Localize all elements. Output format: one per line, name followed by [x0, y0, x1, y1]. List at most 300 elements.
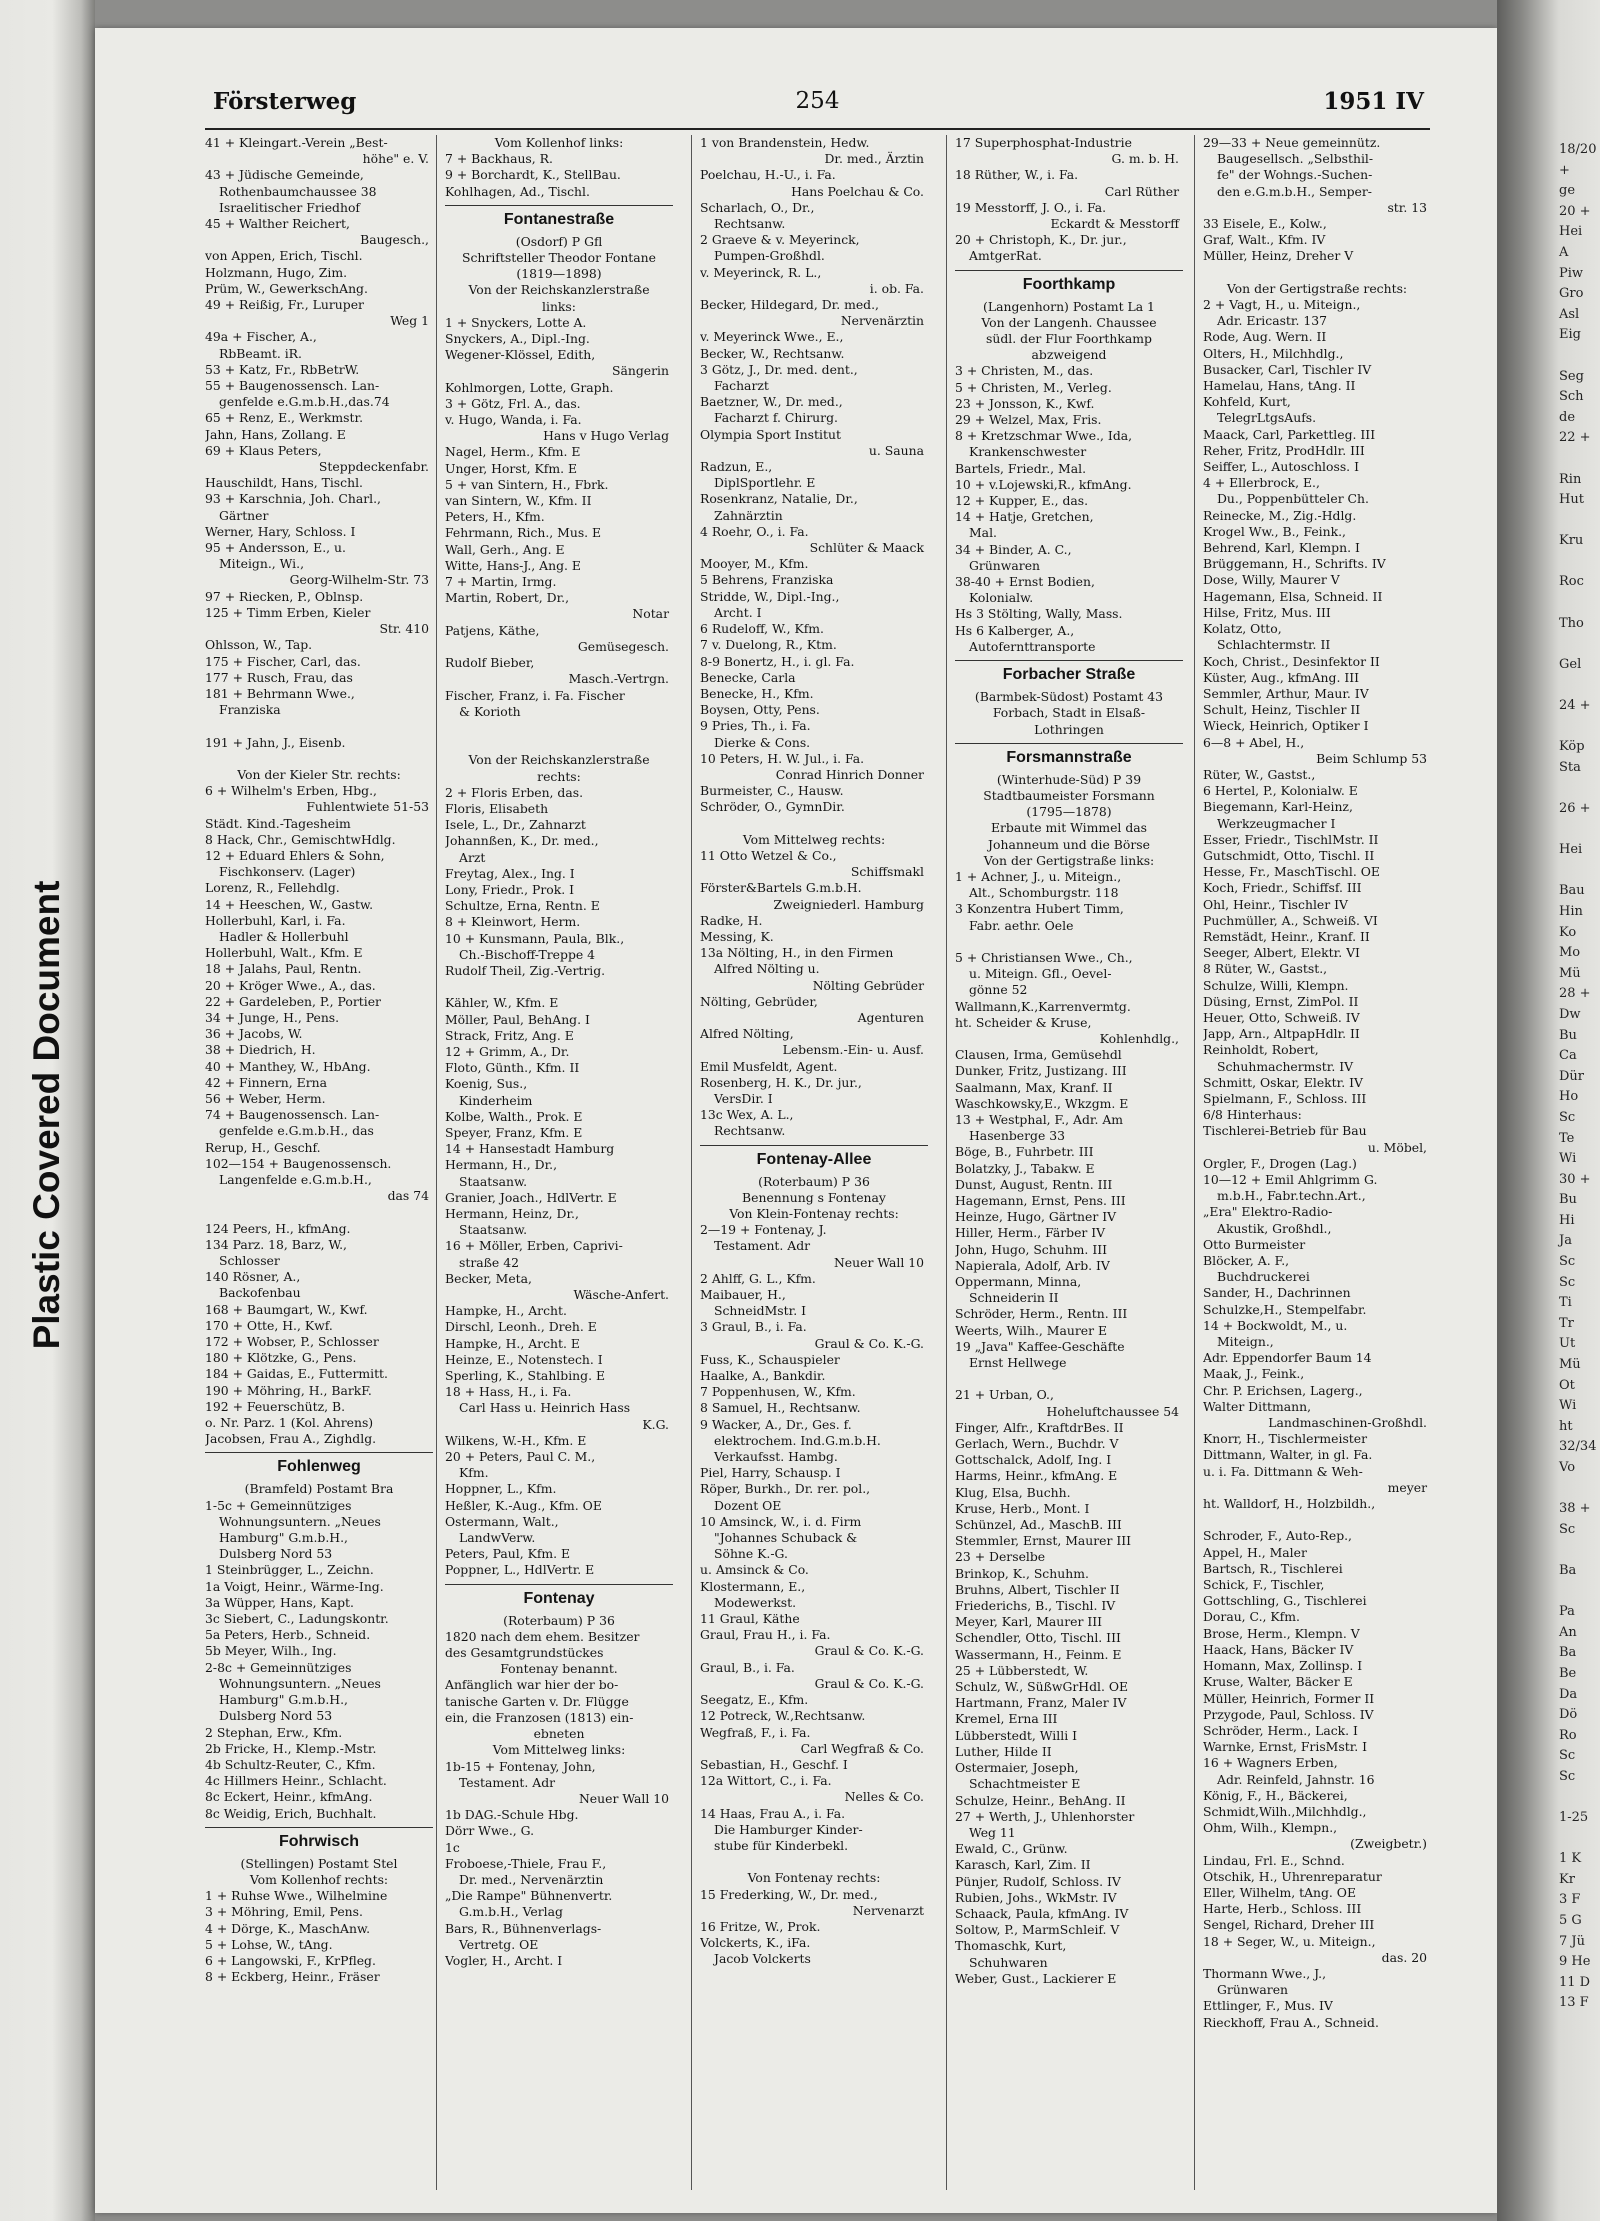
adjacent-page-fragment: Wi — [1559, 1398, 1577, 1414]
directory-line: Nölting Gebrüder — [812, 977, 924, 993]
directory-line: 175 + Fischer, Carl, das. — [205, 653, 361, 669]
directory-line: Behrend, Karl, Klempn. I — [1203, 540, 1360, 556]
directory-line: Homann, Max, Zollinsp. I — [1203, 1658, 1363, 1674]
directory-line: Rechtsanw. — [714, 216, 786, 232]
directory-line: Baugesch., — [360, 232, 429, 248]
directory-line: Schroder, F., Auto-Rep., — [1203, 1528, 1352, 1544]
adjacent-page-fragment: Sc — [1559, 1274, 1576, 1290]
directory-line: Olters, H., Milchhdlg., — [1203, 345, 1344, 361]
directory-line: 19 Messtorff, J. O., i. Fa. — [955, 199, 1107, 215]
binding-margin — [0, 0, 95, 2221]
directory-line: Hs 6 Kalberger, A., — [955, 622, 1075, 638]
directory-line: Schlosser — [219, 1253, 280, 1269]
directory-line: Otschik, H., Uhrenreparatur — [1203, 1868, 1382, 1884]
directory-line: Reinholdt, Robert, — [1203, 1042, 1319, 1058]
directory-line: Schick, F., Tischler, — [1203, 1577, 1325, 1593]
directory-line: Hesse, Fr., MaschTischl. OE — [1203, 864, 1380, 880]
directory-line: Düsing, Ernst, ZimPol. II — [1203, 993, 1359, 1009]
directory-line: 10 + v.Lojewski,R., kfmAng. — [955, 476, 1132, 492]
directory-line: Nagel, Herm., Kfm. E — [445, 444, 581, 460]
directory-line: Koenig, Sus., — [445, 1076, 528, 1092]
directory-line: Gerlach, Wern., Buchdr. V — [955, 1436, 1119, 1452]
directory-line: Dr. med., Ärztin — [824, 151, 924, 167]
directory-line: Krogel Ww., B., Feink., — [1203, 523, 1346, 539]
directory-line: TelegrLtgsAufs. — [1217, 410, 1317, 426]
adjacent-page-fragment: Vo — [1559, 1460, 1576, 1475]
directory-line: Autofernttransporte — [969, 638, 1096, 654]
street-heading: Forsmannstraße — [955, 743, 1183, 772]
adjacent-page-fragment: 11 D — [1559, 1974, 1591, 1990]
directory-line: 177 + Rusch, Frau, das — [205, 669, 353, 685]
directory-line: „Era" Elektro-Radio- — [1203, 1204, 1333, 1220]
directory-line: 33 Eisele, E., Kolw., — [1203, 216, 1327, 232]
directory-line: Ohlsson, W., Tap. — [205, 637, 313, 653]
directory-line: Luther, Hilde II — [955, 1743, 1052, 1759]
directory-line: Von der Reichskanzlerstraße — [468, 752, 650, 768]
directory-line: 1b DAG.-Schule Hbg. — [445, 1807, 579, 1823]
directory-line: Archt. I — [714, 604, 762, 620]
directory-line: Johannßen, K., Dr. med., — [445, 833, 599, 849]
directory-line: Schultze, Erna, Rentn. E — [445, 898, 600, 914]
adjacent-page-fragment: 20 + — [1559, 203, 1591, 219]
directory-line: Speyer, Franz, Kfm. E — [445, 1124, 583, 1140]
adjacent-page-fragment: Bu — [1559, 1192, 1577, 1208]
directory-line: Bolatzky, J., Tabakw. E — [955, 1160, 1095, 1176]
directory-line: Graul & Co. K.-G. — [814, 1675, 924, 1691]
directory-line: 124 Peers, H., kfmAng. — [205, 1220, 351, 1236]
directory-line: Benecke, Carla — [700, 669, 796, 685]
directory-line: & Korioth — [459, 703, 521, 719]
directory-line: Nervenarzt — [852, 1902, 924, 1918]
directory-line: 6 + Wilhelm's Erben, Hbg., — [205, 783, 377, 799]
directory-line: 11 Graul, Käthe — [700, 1611, 800, 1627]
directory-line: Gärtner — [219, 507, 269, 523]
directory-line: Alt., Schomburgstr. 118 — [969, 885, 1119, 901]
directory-line: 2 Stephan, Erw., Kfm. — [205, 1724, 343, 1740]
directory-line: 8 Hack, Chr., GemischtwHdlg. — [205, 831, 396, 847]
directory-line: 9 + Borchardt, K., StellBau. — [445, 167, 621, 183]
directory-line: Olympia Sport Institut — [700, 426, 841, 442]
directory-line: Eckardt & Messtorff — [1050, 216, 1179, 232]
directory-line: (Winterhude-Süd) P 39 — [996, 771, 1142, 787]
directory-line: Von der Langenh. Chaussee — [981, 314, 1157, 330]
directory-line: Miteign., — [1217, 1334, 1274, 1350]
adjacent-page-fragment: ht — [1559, 1418, 1573, 1434]
directory-line: Hasenberge 33 — [969, 1128, 1066, 1144]
directory-line: Witte, Hans-J., Ang. E — [445, 557, 581, 573]
directory-line — [205, 718, 433, 734]
directory-line: Becker, Meta, — [445, 1270, 532, 1286]
directory-line: 95 + Andersson, E., u. — [205, 540, 346, 556]
directory-line: Von Klein-Fontenay rechts: — [729, 1206, 899, 1221]
directory-line: 6—8 + Abel, H., — [1203, 734, 1305, 750]
directory-line: Zweigniederl. Hamburg — [773, 896, 924, 912]
adjacent-page-fragment: Sc — [1559, 1254, 1576, 1270]
adjacent-page-fragment — [1559, 778, 1600, 799]
directory-line: 20 + Christoph, K., Dr. jur., — [955, 232, 1127, 248]
directory-line: 69 + Klaus Peters, — [205, 442, 322, 458]
directory-line: Maack, Carl, Parkettleg. III — [1203, 426, 1376, 442]
directory-line: Holzmann, Hugo, Zim. — [205, 264, 348, 280]
directory-line: Meyer, Karl, Maurer III — [955, 1614, 1103, 1630]
directory-line: 5 Behrens, Franziska — [700, 572, 834, 588]
adjacent-page-fragment — [1559, 634, 1600, 655]
directory-line: Waschkowsky,E., Wkzgm. E — [955, 1095, 1129, 1111]
directory-line: Forbach, Stadt in Elsaß- — [992, 705, 1146, 721]
adjacent-page-fragment: 1-25 — [1559, 1810, 1589, 1826]
directory-line: Bars, R., Bühnenverlags- — [445, 1920, 602, 1936]
directory-line: Sander, H., Dachrinnen — [1203, 1285, 1351, 1301]
directory-line: Agenturen — [857, 1009, 924, 1025]
directory-line: Weg 1 — [390, 313, 429, 329]
directory-line: 10 Peters, H. W. Jul., i. Fa. — [700, 750, 865, 766]
directory-line: Vom Mittelweg links: — [492, 1742, 626, 1758]
directory-line: Ch.-Bischoff-Treppe 4 — [459, 946, 596, 962]
directory-line: Warnke, Ernst, FrisMstr. I — [1203, 1739, 1368, 1755]
directory-line: 102—154 + Baugenossensch. — [205, 1155, 392, 1171]
directory-line: Seegatz, E., Kfm. — [700, 1692, 809, 1708]
directory-line: Bartsch, R., Tischlerei — [1203, 1560, 1343, 1576]
directory-line: Kolbe, Walth., Prok. E — [445, 1108, 583, 1124]
directory-line: Eller, Wilhelm, tAng. OE — [1203, 1884, 1357, 1900]
directory-line: Busacker, Carl, Tischler IV — [1203, 361, 1372, 377]
directory-line: Esser, Friedr., TischlMstr. II — [1203, 831, 1379, 847]
directory-line: Stridde, W., Dipl.-Ing., — [700, 588, 840, 604]
directory-line: 9 Wacker, A., Dr., Ges. f. — [700, 1416, 852, 1432]
directory-line: Messing, K. — [700, 928, 774, 944]
directory-line: Söhne K.-G. — [714, 1546, 788, 1562]
directory-line: 170 + Otte, H., Kwf. — [205, 1317, 333, 1333]
directory-line: Wegener-Klössel, Edith, — [445, 347, 596, 363]
directory-line: 1b-15 + Fontenay, John, — [445, 1758, 596, 1774]
directory-line: 14 Haas, Frau A., i. Fa. — [700, 1805, 846, 1821]
directory-line: 191 + Jahn, J., Eisenb. — [205, 734, 346, 750]
directory-line: Clausen, Irma, Gemüsehdl — [955, 1047, 1122, 1063]
directory-line: 12 Potreck, W.,Rechtsanw. — [700, 1708, 866, 1724]
directory-line: 12 + Eduard Ehlers & Sohn, — [205, 847, 385, 863]
directory-line — [955, 1371, 1183, 1387]
directory-line: (1795—1878) — [1026, 804, 1112, 820]
directory-line: 23 + Jonsson, K., Kwf. — [955, 395, 1095, 411]
adjacent-page-fragment: Ja — [1559, 1233, 1572, 1249]
directory-line: v. Meyerinck Wwe., E., — [700, 329, 844, 345]
adjacent-page-fragment — [1559, 346, 1600, 367]
adjacent-page-fragment: 9 He — [1559, 1954, 1591, 1970]
directory-line: 97 + Riecken, P., Oblnsp. — [205, 588, 364, 604]
directory-line: Graul & Co. K.-G. — [814, 1335, 924, 1351]
directory-line: u. Möbel, — [1367, 1139, 1427, 1155]
directory-line: 34 + Junge, H., Pens. — [205, 1009, 340, 1025]
directory-line: Remstädt, Heinr., Kranf. II — [1203, 928, 1370, 944]
directory-line: 3 + Möhring, Emil, Pens. — [205, 1904, 363, 1920]
directory-line: Hamburg" G.m.b.H., — [219, 1530, 348, 1546]
directory-line: 5 + van Sintern, H., Fbrk. — [445, 476, 609, 492]
directory-line: Dose, Willy, Maurer V — [1203, 572, 1340, 588]
directory-line: Kruse, Herb., Mont. I — [955, 1500, 1090, 1516]
adjacent-page-fragment: Eig — [1559, 327, 1581, 343]
directory-line: Carl Hass u. Heinrich Hass — [459, 1400, 631, 1416]
directory-line: genfelde e.G.m.b.H.,das.74 — [219, 394, 390, 410]
directory-line: Walter Dittmann, — [1203, 1398, 1312, 1414]
directory-line: AmtgerRat. — [969, 248, 1042, 264]
directory-line: 5 + Lohse, W., tAng. — [205, 1936, 333, 1952]
directory-line: Volckerts, K., iFa. — [700, 1935, 811, 1951]
directory-line: Wassermann, H., Feinm. E — [955, 1646, 1122, 1662]
directory-line: Saalmann, Max, Kranf. II — [955, 1079, 1113, 1095]
directory-line: Freytag, Alex., Ing. I — [445, 865, 575, 881]
directory-line: höhe" e. V. — [362, 151, 429, 167]
directory-line: Floto, Günth., Kfm. II — [445, 1060, 580, 1076]
adjacent-page-fragment — [1559, 1788, 1600, 1809]
directory-line: (Stellingen) Postamt Stel — [240, 1855, 398, 1871]
directory-line: 3 Graul, B., i. Fa. — [700, 1319, 807, 1335]
directory-line: Alfred Nölting, — [700, 1026, 794, 1042]
directory-line: 38 + Diedrich, H. — [205, 1042, 316, 1058]
directory-line: Rerup, H., Geschf. — [205, 1139, 321, 1155]
directory-line: Wieck, Heinrich, Optiker I — [1203, 718, 1369, 734]
directory-line: Hampke, H., Archt. E — [445, 1335, 580, 1351]
directory-line: 184 + Gaidas, E., Futtermitt. — [205, 1366, 388, 1382]
directory-line: Maak, J., Feink., — [1203, 1366, 1305, 1382]
directory-line: Graul, B., i. Fa. — [700, 1659, 795, 1675]
directory-line: Peters, Paul, Kfm. E — [445, 1546, 571, 1562]
directory-line: Testament. Adr — [714, 1238, 811, 1254]
directory-line: Fabr. aethr. Oele — [969, 917, 1074, 933]
directory-line: Thormann Wwe., J., — [1203, 1965, 1327, 1981]
directory-line: Hilse, Fritz, Mus. III — [1203, 604, 1331, 620]
adjacent-page-fragment: 1 K — [1559, 1851, 1582, 1867]
directory-line: Kohlenhdlg., — [1099, 1030, 1179, 1046]
adjacent-page-fragment — [1559, 1829, 1600, 1850]
adjacent-page-fragment: A — [1559, 244, 1569, 260]
directory-line — [955, 934, 1183, 950]
directory-line: v. Hugo, Wanda, i. Fa. — [445, 412, 582, 428]
directory-line: 38-40 + Ernst Bodien, — [955, 574, 1095, 590]
directory-line: 10—12 + Emil Ahlgrimm G. — [1203, 1172, 1378, 1187]
directory-line: 3c Siebert, C., Ladungskontr. — [205, 1611, 389, 1627]
directory-line: Arzt — [459, 849, 486, 865]
directory-column-2 — [445, 135, 673, 1969]
directory-line: 43 + Jüdische Gemeinde, — [205, 167, 364, 183]
directory-line: das 74 — [387, 1188, 429, 1204]
directory-line: Mal. — [969, 525, 997, 541]
street-heading: Fohlenweg — [205, 1452, 433, 1481]
directory-line: Boysen, Otty, Pens. — [700, 702, 820, 718]
directory-line: Müller, Heinz, Dreher V — [1203, 248, 1354, 264]
adjacent-page-fragment — [1559, 552, 1600, 573]
directory-line: 20 + Peters, Paul C. M., — [445, 1449, 596, 1465]
directory-line: Karasch, Karl, Zim. II — [955, 1857, 1091, 1873]
directory-line: (Roterbaum) P 36 — [758, 1173, 870, 1189]
directory-line: Beim Schlump 53 — [1316, 750, 1427, 766]
adjacent-page-fragment: 7 Jü — [1559, 1933, 1585, 1949]
directory-line: 49 + Reißig, Fr., Luruper — [205, 297, 364, 313]
street-heading: Fontenay — [445, 1584, 673, 1613]
directory-line: Schröder, O., GymnDir. — [700, 799, 845, 815]
directory-line: Israelitischer Friedhof — [219, 199, 361, 215]
directory-line: 12 + Grimm, A., Dr. — [445, 1043, 570, 1059]
directory-line: Hans v Hugo Verlag — [543, 428, 669, 444]
directory-line: 2 Ahlff, G. L., Kfm. — [700, 1270, 816, 1286]
directory-line: Graul, Frau H., i. Fa. — [700, 1627, 831, 1643]
directory-line: Otto Burmeister — [1203, 1236, 1306, 1252]
directory-line: 4 + Ellerbrock, E., — [1203, 475, 1320, 491]
directory-line: 14 + Hatje, Gretchen, — [955, 509, 1094, 525]
directory-line: Rechtsanw. — [714, 1123, 786, 1139]
adjacent-page-fragment: Ba — [1559, 1562, 1577, 1578]
directory-line: Rüter, W., Gastst., — [1203, 766, 1316, 782]
directory-line: Orgler, F., Drogen (Lag.) — [1203, 1155, 1357, 1171]
directory-line: 2 + Vagt, H., u. Miteign., — [1203, 297, 1361, 313]
street-heading: Fontenay-Allee — [700, 1145, 928, 1174]
adjacent-page-fragment: Kr — [1559, 1871, 1575, 1887]
directory-line: Strack, Fritz, Ang. E — [445, 1027, 574, 1043]
directory-line: Kremel, Erna III — [955, 1711, 1058, 1727]
directory-line: Prüm, W., GewerkschAng. — [205, 280, 368, 296]
directory-line: Hermann, Heinz, Dr., — [445, 1206, 579, 1221]
adjacent-page-fragment — [1559, 861, 1600, 882]
directory-line: Nölting, Gebrüder, — [700, 993, 818, 1009]
directory-line: Du., Poppenbütteler Ch. — [1217, 491, 1369, 507]
directory-line: Ostermann, Walt., — [445, 1513, 559, 1529]
adjacent-page-fragment: Asl — [1559, 306, 1580, 322]
directory-line: Isele, L., Dr., Zahnarzt — [445, 817, 586, 833]
directory-line: 1 von Brandenstein, Hedw. — [700, 135, 870, 150]
adjacent-page-fragment: Dür — [1559, 1068, 1585, 1084]
directory-line: Neuer Wall 10 — [578, 1790, 669, 1806]
adjacent-page-fragment: 30 + — [1559, 1171, 1591, 1187]
directory-line: Müller, Heinrich, Former II — [1203, 1690, 1375, 1706]
directory-line: Zahnärztin — [714, 507, 783, 523]
directory-line: 8 Rüter, W., Gastst., — [1203, 961, 1328, 977]
directory-line: 125 + Timm Erben, Kieler — [205, 604, 371, 620]
directory-line: Wohnungsuntern. „Neues — [219, 1675, 381, 1691]
directory-line: 1 + Snyckers, Lotte A. — [445, 314, 587, 330]
directory-line: Schult, Heinz, Tischler II — [1203, 702, 1361, 718]
directory-line: gönne 52 — [969, 982, 1028, 998]
directory-line: Schulze, Willi, Klempn. — [1203, 977, 1349, 993]
adjacent-page-fragment: Mo — [1559, 945, 1581, 961]
directory-line: Jahn, Hans, Zollang. E — [205, 426, 346, 442]
directory-line: Reher, Fritz, ProdHdlr. III — [1203, 442, 1365, 458]
directory-line: Knorr, H., Tischlermeister — [1203, 1431, 1368, 1447]
directory-line: Städt. Kind.-Tagesheim — [205, 815, 351, 831]
column-divider — [436, 135, 437, 2190]
directory-line: 18 + Seger, W., u. Miteign., — [1203, 1933, 1376, 1949]
directory-line: König, F., H., Bäckerei, — [1203, 1787, 1348, 1803]
directory-line: Die Hamburger Kinder- — [714, 1821, 863, 1837]
directory-line: Graf, Walt., Kfm. IV — [1203, 232, 1326, 248]
directory-line: (Zweigbetr.) — [1350, 1836, 1427, 1852]
directory-line: Vertretg. OE — [459, 1936, 539, 1952]
directory-line: Von der Reichskanzlerstraße — [468, 282, 650, 298]
directory-line: Finger, Alfr., KraftdrBes. II — [955, 1419, 1124, 1435]
directory-line: Kinderheim — [459, 1092, 533, 1108]
directory-line: Erbaute mit Wimmel das — [990, 820, 1148, 836]
directory-line: Dulsberg Nord 53 — [219, 1546, 333, 1562]
directory-line: Möller, Paul, BehAng. I — [445, 1011, 590, 1027]
directory-line: 8 + Kretzschmar Wwe., Ida, — [955, 428, 1133, 444]
directory-line: Röper, Burkh., Dr. rer. pol., — [700, 1481, 871, 1497]
directory-line: Fehrmann, Rich., Mus. E — [445, 525, 602, 541]
directory-line: 14 + Bockwoldt, M., u. — [1203, 1317, 1348, 1333]
directory-line: Schuhmachermstr. IV — [1217, 1058, 1354, 1074]
directory-line: Kruse, Walter, Bäcker E — [1203, 1674, 1353, 1690]
directory-line: Baetzner, W., Dr. med., — [700, 394, 843, 410]
directory-line: 49a + Fischer, A., — [205, 329, 317, 345]
directory-line: Gemüsegesch. — [577, 638, 669, 654]
directory-line: m.b.H., Fabr.techn.Art., — [1217, 1188, 1366, 1204]
plastic-covered-label: Plastic Covered Document — [26, 880, 67, 1350]
directory-line: Lothringen — [1034, 721, 1104, 737]
directory-line: Grünwaren — [969, 557, 1041, 573]
directory-line: 8 Samuel, H., Rechtsanw. — [700, 1400, 861, 1416]
directory-line: Reinecke, M., Zig.-Hdlg. — [1203, 507, 1357, 523]
directory-line: "Johannes Schuback & — [714, 1530, 858, 1546]
directory-line: 6 Rudeloff, W., Kfm. — [700, 621, 824, 637]
directory-line: (Roterbaum) P 36 — [503, 1612, 615, 1628]
header-year: 1951 IV — [1323, 88, 1424, 115]
directory-line: Schaack, Paula, kfmAng. IV — [955, 1905, 1129, 1921]
directory-line: 10 + Kunsmann, Paula, Blk., — [445, 930, 625, 946]
directory-line: u. Sauna — [868, 442, 924, 458]
directory-line: Kohfeld, Kurt, — [1203, 394, 1291, 410]
adjacent-page-fragment: 13 F — [1559, 1995, 1589, 2011]
directory-line: Jacobsen, Frau A., Zighdlg. — [205, 1431, 377, 1447]
directory-line: Grünwaren — [1217, 1982, 1289, 1998]
directory-line: Sängerin — [612, 363, 669, 379]
directory-line: Hamburg" G.m.b.H., — [219, 1692, 348, 1708]
directory-line: Lorenz, R., Fellehdlg. — [205, 880, 340, 896]
directory-line: 4 + Dörge, K., MaschAnw. — [205, 1920, 371, 1936]
directory-line: Friederichs, B., Tischl. IV — [955, 1598, 1116, 1614]
directory-line: u. Amsinck & Co. — [700, 1562, 809, 1578]
directory-line: ebneten — [533, 1726, 585, 1742]
directory-line: 2 Graeve & v. Meyerinck, — [700, 232, 860, 248]
adjacent-page-fragment: Dö — [1559, 1707, 1578, 1723]
directory-line: Von der Gertigstraße rechts: — [1226, 280, 1408, 296]
directory-line: Puchmüller, A., Schweiß. VI — [1203, 912, 1378, 928]
adjacent-page-fragment — [1559, 820, 1600, 841]
adjacent-page-fragment: Sc — [1559, 1109, 1576, 1125]
directory-line: 3 + Christen, M., das. — [955, 363, 1094, 379]
adjacent-page-fragment: Seg — [1559, 368, 1584, 384]
directory-line: (Barmbek-Südost) Postamt 43 — [974, 689, 1164, 705]
directory-line: Oppermann, Minna, — [955, 1274, 1082, 1289]
directory-line: Unger, Horst, Kfm. E — [445, 460, 578, 476]
directory-line: 172 + Wobser, P., Schlosser — [205, 1334, 379, 1350]
directory-line: Landmaschinen-Großhdl. — [1268, 1415, 1427, 1431]
adjacent-page-fragment: Sc — [1559, 1768, 1576, 1784]
directory-line: 6/8 Hinterhaus: — [1203, 1107, 1302, 1123]
directory-line: südl. der Flur Foorthkamp — [986, 331, 1152, 347]
adjacent-page-fragment: 38 + — [1559, 1501, 1591, 1517]
directory-line: 1 Steinbrügger, L., Zeichn. — [205, 1562, 374, 1578]
directory-line: rechts: — [537, 768, 581, 784]
directory-line: Förster&Bartels G.m.b.H. — [700, 880, 862, 896]
directory-line: 2—19 + Fontenay, J. — [700, 1222, 827, 1238]
directory-line: Benennung s Fontenay — [742, 1189, 886, 1205]
directory-line: Burmeister, C., Hausw. — [700, 783, 844, 799]
directory-line: Dunker, Fritz, Justizang. III — [955, 1063, 1127, 1079]
adjacent-page-fragment: Sc — [1559, 1521, 1576, 1537]
directory-column-5 — [1203, 135, 1431, 2031]
directory-line: 6 + Langowski, F., KrPfleg. — [205, 1952, 376, 1968]
directory-line: Gutschmidt, Otto, Tischl. II — [1203, 847, 1375, 863]
adjacent-page-fragment: Wi — [1559, 1151, 1577, 1167]
directory-line: 16 + Wagners Erben, — [1203, 1755, 1338, 1771]
directory-line: Kolonialw. — [969, 590, 1034, 606]
